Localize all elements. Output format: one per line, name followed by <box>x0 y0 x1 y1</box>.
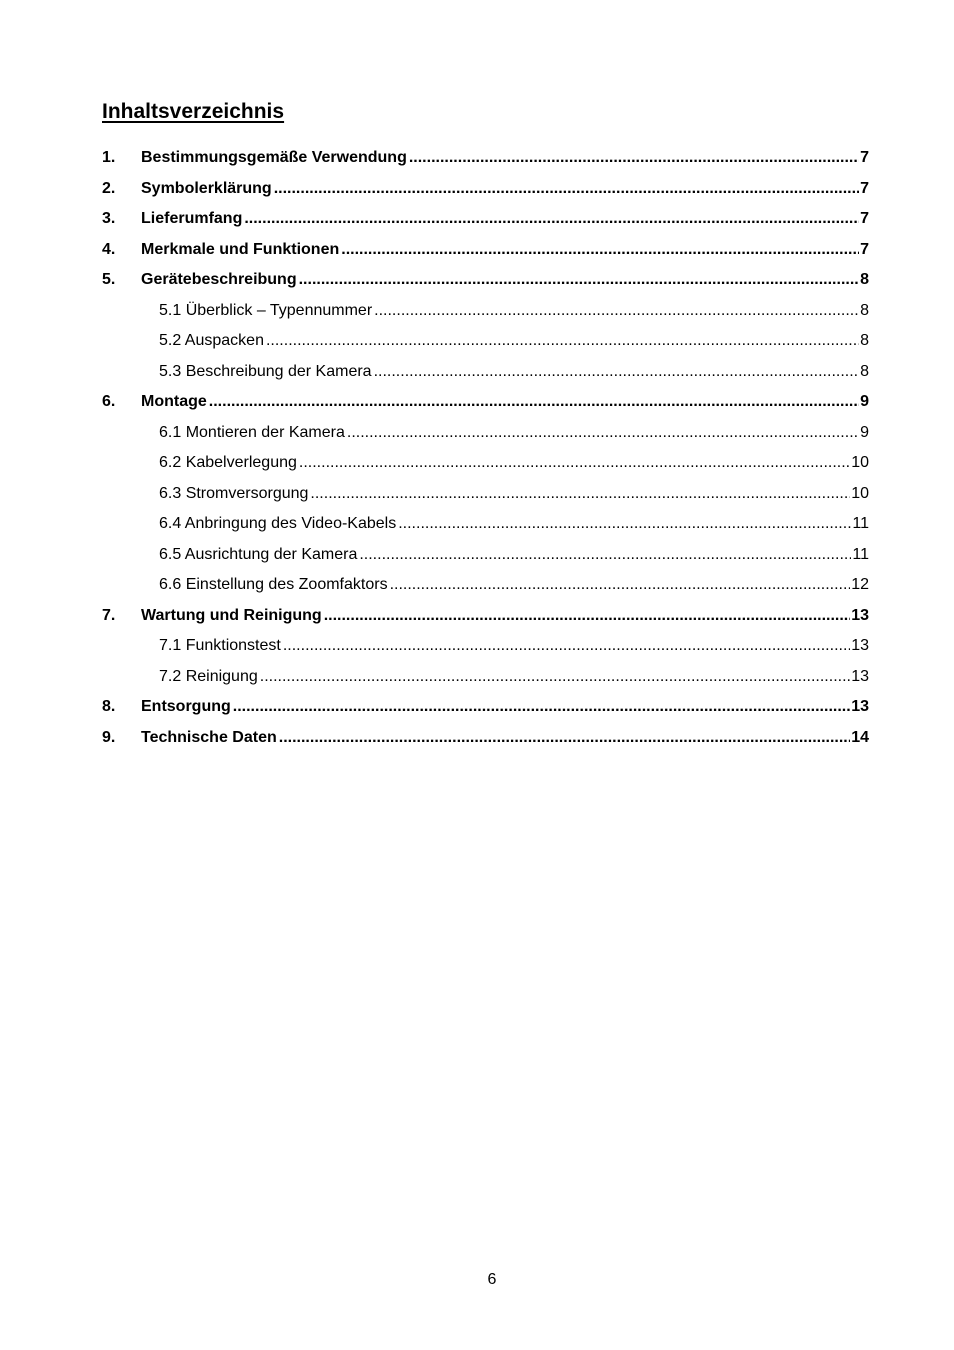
toc-entry-5-1[interactable] <box>102 296 869 327</box>
toc-entry-label: 6.1 Montieren der Kamera <box>159 423 345 441</box>
toc-entry-label: Technische Daten <box>141 728 277 746</box>
toc-entry-page: 8 <box>860 301 869 319</box>
toc-entry-page: 13 <box>851 606 869 624</box>
toc-entry-number: 1. <box>102 149 116 167</box>
toc-dot-leader <box>260 667 850 687</box>
toc-dot-leader <box>341 240 859 260</box>
toc-entry-label: 6.2 Kabelverlegung <box>159 454 297 472</box>
toc-entry-page: 11 <box>852 545 869 563</box>
toc-dot-leader <box>359 545 851 565</box>
toc-dot-leader <box>324 606 851 626</box>
toc-dot-leader <box>347 423 859 443</box>
toc-entry-label: 6.3 Stromversorgung <box>159 484 309 502</box>
toc-entry-page: 14 <box>851 728 869 746</box>
toc-dot-leader <box>390 575 851 595</box>
toc-dot-leader <box>266 331 859 351</box>
toc-entry-page: 7 <box>860 240 869 258</box>
toc-entry-number: 3. <box>102 210 116 228</box>
toc-entry-label: 7.2 Reinigung <box>159 667 258 685</box>
toc-dot-leader <box>209 392 859 412</box>
toc-entry-label: 5.2 Auspacken <box>159 332 264 350</box>
toc-dot-leader <box>310 484 850 504</box>
table-of-contents <box>102 143 869 753</box>
toc-dot-leader <box>244 209 859 229</box>
toc-entry-label: Merkmale und Funktionen <box>141 240 340 258</box>
toc-entry-1[interactable] <box>102 143 869 174</box>
toc-entry-page: 9 <box>860 393 869 411</box>
toc-entry-label: Wartung und Reinigung <box>141 606 322 624</box>
toc-entry-label: Symbolerklärung <box>141 179 272 197</box>
toc-entry-page: 7 <box>860 210 869 228</box>
toc-entry-page: 7 <box>860 179 869 197</box>
toc-entry-6[interactable] <box>102 387 869 418</box>
toc-entry-page: 8 <box>860 271 869 289</box>
toc-entry-8[interactable] <box>102 692 869 723</box>
toc-entry-2[interactable] <box>102 174 869 205</box>
toc-entry-5-2[interactable] <box>102 326 869 357</box>
toc-entry-label: 5.1 Überblick – Typennummer <box>159 301 373 319</box>
toc-entry-label: Lieferumfang <box>141 210 243 228</box>
page-title: Inhaltsverzeichnis <box>102 100 285 123</box>
toc-entry-label: 7.1 Funktionstest <box>159 637 281 655</box>
toc-entry-label: Montage <box>141 393 207 411</box>
toc-dot-leader <box>374 301 859 321</box>
toc-dot-leader <box>279 728 850 748</box>
toc-entry-9[interactable] <box>102 723 869 754</box>
toc-entry-number: 8. <box>102 698 116 716</box>
toc-entry-label: 5.3 Beschreibung der Kamera <box>159 362 372 380</box>
toc-entry-label: 6.4 Anbringung des Video-Kabels <box>159 515 397 533</box>
toc-entry-6-3[interactable] <box>102 479 869 510</box>
toc-entry-label: 6.5 Ausrichtung der Kamera <box>159 545 358 563</box>
toc-dot-leader <box>299 453 850 473</box>
toc-entry-label: 6.6 Einstellung des Zoomfaktors <box>159 576 388 594</box>
toc-entry-6-2[interactable] <box>102 448 869 479</box>
toc-dot-leader <box>409 148 859 168</box>
toc-entry-page: 13 <box>851 698 869 716</box>
toc-entry-number: 5. <box>102 271 116 289</box>
toc-entry-6-6[interactable] <box>102 570 869 601</box>
toc-entry-number: 4. <box>102 240 116 258</box>
toc-entry-5[interactable] <box>102 265 869 296</box>
page-number: 6 <box>487 1271 497 1288</box>
toc-entry-6-4[interactable] <box>102 509 869 540</box>
toc-entry-number: 7. <box>102 606 116 624</box>
toc-entry-5-3[interactable] <box>102 357 869 388</box>
toc-entry-page: 10 <box>851 484 869 502</box>
toc-entry-page: 11 <box>852 515 869 533</box>
toc-entry-4[interactable] <box>102 235 869 266</box>
toc-entry-7-1[interactable] <box>102 631 869 662</box>
toc-entry-7[interactable] <box>102 601 869 632</box>
toc-entry-page: 8 <box>860 362 869 380</box>
toc-entry-page: 9 <box>860 423 869 441</box>
toc-entry-label: Entsorgung <box>141 698 231 716</box>
toc-dot-leader <box>299 270 859 290</box>
toc-entry-7-2[interactable] <box>102 662 869 693</box>
toc-entry-6-5[interactable] <box>102 540 869 571</box>
toc-dot-leader <box>233 697 850 717</box>
toc-entry-number: 2. <box>102 179 116 197</box>
toc-entry-label: Bestimmungsgemäße Verwendung <box>141 149 407 167</box>
toc-entry-page: 8 <box>860 332 869 350</box>
toc-entry-page: 13 <box>851 667 869 685</box>
toc-entry-3[interactable] <box>102 204 869 235</box>
toc-dot-leader <box>374 362 860 382</box>
toc-entry-6-1[interactable] <box>102 418 869 449</box>
toc-dot-leader <box>398 514 851 534</box>
toc-entry-number: 9. <box>102 728 116 746</box>
toc-dot-leader <box>283 636 850 656</box>
toc-entry-number: 6. <box>102 393 116 411</box>
toc-entry-page: 7 <box>860 149 869 167</box>
toc-entry-page: 12 <box>851 576 869 594</box>
toc-dot-leader <box>274 179 859 199</box>
toc-entry-label: Gerätebeschreibung <box>141 271 297 289</box>
toc-entry-page: 10 <box>851 454 869 472</box>
toc-entry-page: 13 <box>851 637 869 655</box>
